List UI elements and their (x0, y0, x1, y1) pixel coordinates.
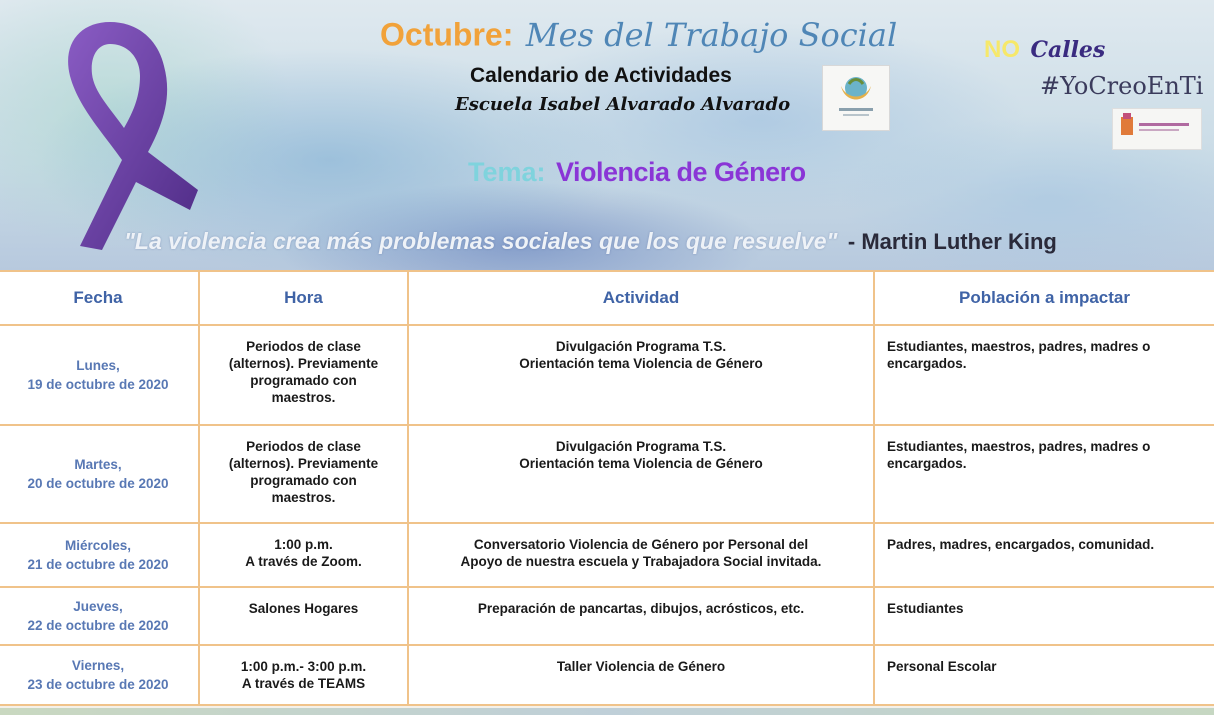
awareness-ribbon-icon (40, 14, 210, 254)
population-cell: Estudiantes, maestros, padres, madres o encargados. (874, 425, 1214, 523)
time-line: programado con (250, 473, 357, 488)
activity-line: Divulgación Programa T.S. (555, 339, 727, 354)
population-cell: Estudiantes (874, 587, 1214, 645)
activity-line: Conversatorio Violencia de Género por Personal del (473, 537, 809, 552)
activity-cell (408, 587, 874, 645)
activity-cell (408, 523, 874, 587)
social-work-logo (822, 65, 890, 131)
time-cell (199, 523, 408, 587)
time-line: (alternos). Previamente (228, 356, 379, 371)
time-line: Periodos de clase (246, 439, 361, 454)
no-calles-slogan (984, 36, 1105, 64)
time-line: maestros. (271, 490, 336, 505)
table-row (0, 425, 1214, 523)
time-line: 1:00 p.m.- 3:00 p.m. (240, 659, 367, 674)
agency-logo-icon (1113, 109, 1201, 149)
quote-line (124, 228, 1057, 255)
date-cell (0, 587, 199, 645)
population-cell: Personal Escolar (874, 645, 1214, 705)
activity-line: Orientación tema Violencia de Género (519, 356, 763, 371)
table-row (0, 645, 1214, 705)
date-day: Jueves, (73, 599, 123, 614)
table-row (0, 523, 1214, 587)
time-line: Periodos de clase (246, 339, 361, 354)
date-full: 22 de octubre de 2020 (27, 618, 169, 633)
title-month: Octubre: (380, 16, 514, 53)
activity-line: Apoyo de nuestra escuela y Trabajadora Social invitada. (460, 554, 822, 569)
hashtag: #YoCreoEnTi (1040, 72, 1204, 100)
activity-line: Orientación tema Violencia de Género (519, 456, 763, 471)
time-cell (199, 425, 408, 523)
theme-line (468, 157, 806, 188)
activity-cell (408, 425, 874, 523)
date-day: Lunes, (76, 358, 120, 373)
header-poblacion: Población a impactar (874, 271, 1214, 325)
date-cell (0, 325, 199, 425)
activity-line: Taller Violencia de Género (556, 659, 726, 674)
time-cell (199, 587, 408, 645)
date-cell (0, 523, 199, 587)
quote-author: - Martin Luther King (847, 229, 1057, 254)
date-day: Miércoles, (64, 538, 132, 553)
time-line: A través de TEAMS (241, 676, 366, 691)
activity-cell (408, 325, 874, 425)
date-full: 23 de octubre de 2020 (27, 677, 169, 692)
time-line: (alternos). Previamente (228, 456, 379, 471)
calles-label: Calles (1030, 37, 1106, 63)
school-name: Escuela Isabel Alvarado Alvarado (455, 94, 791, 115)
agency-logo (1112, 108, 1202, 150)
population-cell: Estudiantes, maestros, padres, madres o encargados. (874, 325, 1214, 425)
no-label: NO (984, 36, 1020, 63)
header-banner (0, 0, 1214, 270)
header-hora: Hora (199, 271, 408, 325)
header-actividad: Actividad (408, 271, 874, 325)
table-row (0, 587, 1214, 645)
bottom-strip (0, 708, 1214, 715)
main-title (380, 16, 900, 66)
date-cell (0, 425, 199, 523)
theme-label: Tema: (468, 157, 546, 187)
time-cell (199, 645, 408, 705)
date-day: Martes, (74, 457, 122, 472)
population-cell: Padres, madres, encargados, comunidad. (874, 523, 1214, 587)
date-full: 20 de octubre de 2020 (27, 476, 169, 491)
activity-line: Preparación de pancartas, dibujos, acrósticos, etc. (477, 601, 805, 616)
time-line: maestros. (271, 390, 336, 405)
time-cell (199, 325, 408, 425)
header-fecha: Fecha (0, 271, 199, 325)
activities-table (0, 270, 1214, 706)
time-line: A través de Zoom. (245, 554, 362, 569)
date-full: 21 de octubre de 2020 (27, 557, 169, 572)
time-line: Salones Hogares (248, 601, 359, 616)
activity-cell (408, 645, 874, 705)
subtitle: Calendario de Actividades (470, 64, 732, 87)
quote-text: "La violencia crea más problemas sociales que los que resuelve" (124, 228, 838, 254)
date-cell (0, 645, 199, 705)
theme-value: Violencia de Género (555, 157, 806, 187)
social-work-logo-icon (823, 66, 889, 130)
activity-line: Divulgación Programa T.S. (555, 439, 727, 454)
table-row (0, 325, 1214, 425)
date-full: 19 de octubre de 2020 (27, 377, 169, 392)
time-line: programado con (250, 373, 357, 388)
title-script: Mes del Trabajo Social (525, 16, 898, 54)
table-header-row (0, 271, 1214, 325)
date-day: Viernes, (71, 658, 125, 673)
time-line: 1:00 p.m. (274, 537, 333, 552)
